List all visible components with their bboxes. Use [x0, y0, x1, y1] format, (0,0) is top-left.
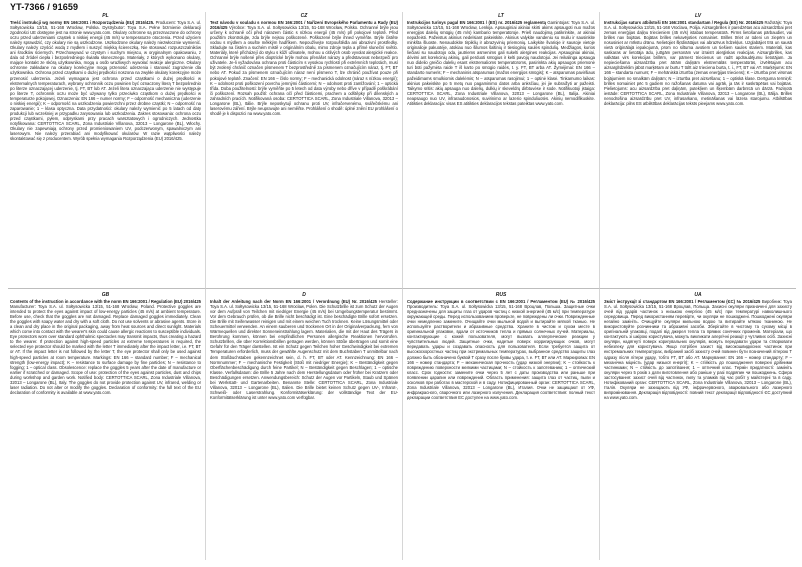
- panel-heading: Зміст інструкції зі стандартом EN 166:2001 / Регламентом (ЄС) № 2016/425: [604, 299, 762, 304]
- panel-text: [10, 299, 201, 395]
- panel-ua: [599, 288, 796, 560]
- panel-text: [210, 20, 398, 116]
- panel-pl: [8, 12, 205, 288]
- language-code: RUS: [495, 292, 507, 298]
- language-code: LV: [694, 13, 702, 19]
- panel-heading: Instrukcijas saturs atbilstoši EN 166:2001 standartam / Regula (ES) Nr. 2016/425: [604, 20, 765, 25]
- panel-body: Hersteller: Toya S.A. ul. Sołtysowicka 13/15, 51-168 Wrocław, Polen. Die Schutzbrille ist zum Schutz der Augen vor dem Aufprall von Teilchen mit niedriger Energie (45 m/s) bei Umgebungstemperatur bestimmt. Vor dem Gebrauch prüfen, ob die Brille nicht beschädigt ist. Eine beschädigte Brille sofort ersetzen. Die Brille mit Seifenwasser reinigen und mit einem weichen Tuch trocknen. Keine Lösungsmittel oder Scheuermittel verwenden. An einem sauberen und trockenen Ort in der Originalverpackung, fern von Wärmequellen und direkter Sonneneinstrahlung lagern. Materialien, die mit der Haut des Trägers in Berührung kommen, können bei empfindlichen Personen allergische Reaktionen hervorrufen. Schutzbrillen, die über Korrektionsbrillen getragen werden, können Stöße übertragen und somit eine Gefahr für den Träger darstellen. Ist ein Schutz gegen Teilchen hoher Geschwindigkeit bei extremen Temperaturen erforderlich, muss der gewählte Augenschutz mit dem Buchstaben T unmittelbar nach dem Stoßbuchstaben gekennzeichnet sein, d. h. FT, BT oder AT. Kennzeichnung: EN 166 – Normnummer; F – mechanische Festigkeit (Stoß mit niedriger Energie); K – Beständigkeit gegen Oberflächenbeschädigung durch feine Partikel; N – Beständigkeit gegen Beschlagen; 1 – optische Klasse. Verfallsdatum: die Brille 5 Jahre nach dem Herstellungsdatum oder früher bei Kratzern oder Beschädigungen ersetzen. Anwendungsbereich: Schutz der Augen vor Partikeln, Staub und Spänen bei Werkstatt- und Gartenarbeiten. Benannte Stelle: CERTOTTICA SCARL, Zona Industriale Villanova, 32013 – Longarone (BL), Italien. Die Brille bietet keinen Schutz gegen UV-, Infrarot-, Schweiß- oder Laserstrahlung. Konformitätserklärung: der vollständige Text der EU-Konformitätserklärung ist unter www.yato.com verfügbar.: [210, 299, 398, 400]
- panel-heading: Instrukcijos turinys pagal EN 166:2001 / (ES) nr. 2016/425 reglamentą: [407, 20, 548, 25]
- language-code: UA: [694, 292, 702, 298]
- panel-rus: [402, 288, 599, 560]
- panel-text: [604, 20, 792, 106]
- panel-lv: [599, 12, 796, 288]
- panel-text: [210, 299, 398, 400]
- panel-d: [205, 288, 402, 560]
- language-code: LT: [498, 13, 504, 19]
- instruction-grid: [8, 12, 796, 561]
- panel-body: Виробник: Toya S.A. ul. Sołtysowicka 13/15, 51-168 Вроцлав, Польща. Захисні окуляри призначені для захисту очей від ударів частинок з низькою енергією (45 м/с) при температурі навколишнього середовища. Перед використанням перевірте, чи окуляри не пошкоджені. Пошкоджені окуляри негайно замініть. Очищуйте окуляри мильною водою та витирайте м'якою тканиною. Не використовуйте розчинники та абразивні засоби. Зберігайте в чистому та сухому місці в оригінальній упаковці, подалі від джерел тепла та прямих сонячних променів. Матеріали, що контактують зі шкірою користувача, можуть викликати алергічні реакції у чутливих осіб. Захисні окуляри, надягнуті поверх коригувальних окулярів, можуть передавати удари та створювати небезпеку для користувача. Якщо потрібен захист від високошвидкісних частинок при екстремальних температурах, вибраний засіб захисту очей повинен бути позначений літерою T одразу після літери удару, тобто FT, BT або AT. Маркування: EN 166 – номер стандарту; F – механічна міцність (удар низької енергії); K – стійкість до пошкодження поверхні дрібними частинками; N – стійкість до запотівання; 1 – оптичний клас. Термін придатності: замініть окуляри через 5 років з дати виготовлення або раніше у разі подряпин чи пошкоджень. Сфера застосування: захист очей від частинок, пилу та уламків під час робіт у майстерні та в саду. Нотифікований орган: CERTOTTICA SCARL, Zona Industriale Villanova, 32013 – Longarone (BL), Італія. Окуляри не захищають від УФ, інфрачервоного, зварювального або лазерного випромінювання. Декларація відповідності: повний текст декларації відповідності ЄС доступний на www.yato.com.: [604, 299, 792, 400]
- panel-body: Gamintojas: Toya S.A. ul. Sołtysowicka 13/15, 51-168 Wrocław, Lenkija. Apsauginiai akiniai skirti akims apsaugoti nuo mažos energijos dalelių smūgių (45 m/s) kambario temperatūroje. Prieš naudojimą patikrinkite, ar akiniai nepažeisti. Pažeistus akinius nedelsiant pakeiskite. Akinius valykite vandeniu su muilu ir sausinkite minkšta šluoste. Nenaudokite tirpiklių ir abrazyvinių priemonių. Laikykite švarioje ir sausoje vietoje originalioje pakuotėje, atokiau nuo šilumos šaltinių ir tiesioginių saulės spindulių. Medžiagos, kurios liečiasi su naudotojo oda, jautriems asmenims gali sukelti alergines reakcijas. Apsauginiai akiniai, dėvimi ant korekcinių akinių, gali perduoti smūgius ir kelti pavojų naudotojui. Jei reikalinga apsauga nuo didelio greičio dalelių esant ekstremalioms temperatūroms, pasirinkta akių apsaugos priemonė turi būti pažymėta raide T iš karto po smūgio raidės, t. y. FT, BT arba AT. Žymėjimai: EN 166 – standarto numeris; F – mechaninis atsparumas (mažos energijos smūgis); K – atsparumas paviršiaus pažeidimams smulkiomis dalelėmis; N – atsparumas rasojimui; 1 – optinė klasė. Tinkamumo laikas: akinius pakeiskite po 5 metų nuo pagaminimo datos arba anksčiau, jei jie subraižyti ar pažeisti. Taikymo sritis: akių apsauga nuo dalelių, dulkių ir skeveldrų dirbtuvėse ir sode. Notifikuotoji įstaiga: CERTOTTICA SCARL, Zona Industriale Villanova, 32013 – Longarone (BL), Italija. Akiniai neapsaugo nuo UV, infraraudonosios, suvirinimo ar lazerio spinduliuotės. Akinių nemodifikuokite. Atitikties deklaracija: visas ES atitikties deklaracijos tekstas pateiktas www.yato.com.: [407, 20, 595, 106]
- panel-text: [10, 20, 201, 141]
- panel-heading: Содержание инструкции в соответствии с EN 166:2001 / Регламентом (EU) № 2016/425: [407, 299, 595, 304]
- language-code: CZ: [300, 13, 308, 19]
- language-code: D: [302, 292, 306, 298]
- panel-heading: Contents of the instruction in accordance with the norm EN 166:2001 / Regulation (EU) 2016/425: [10, 299, 201, 304]
- panel-text: [407, 20, 595, 106]
- panel-heading: Inhalt der Anleitung nach der Norm EN 166:2001 / Verordnung (EU) Nr. 2016/425: [210, 299, 379, 304]
- panel-text: [604, 299, 792, 400]
- panel-body: Ražotājs: Toya S.A. ul. Sołtysowicka 13/15, 51-168 Vroclava, Polija. Aizsargbrilles ir paredzētas acu aizsardzībai pret zemas enerģijas daļiņu triecieniem (45 m/s) istabas temperatūrā. Pirms lietošanas pārbaudiet, vai brilles nav bojātas. Bojātas brilles nekavējoties nomainiet. Brilles tīriet ar ūdeni un ziepēm un nosusiniet ar mīkstu drānu. Nelietojiet šķīdinātājus vai abrazīvus līdzekļus. Uzglabājiet tīrā un sausā vietā oriģinālajā iepakojumā, prom no siltuma avotiem un tiešiem saules stariem. Materiāli, kas saskaras ar lietotāja ādu, jutīgām personām var izraisīt alerģiskas reakcijas. Aizsargbrilles, kas valkātas virs korekcijas brillēm, var pārnest triecienus un radīt apdraudējumu lietotājam. Ja nepieciešama aizsardzība pret ātrām daļiņām ekstremālās temperatūrās, izvēlētajam acu aizsarglīdzeklim jābūt marķētam ar burtu T tūlīt aiz trieciena burta, t. i., FT, BT vai AT. Marķējums: EN 166 – standarta numurs; F – mehāniskā izturība (zemas enerģijas trieciens); K – izturība pret virsmas bojājumiem no smalkām daļiņām; N – izturība pret aizsvīšanu; 1 – optiskā klase. Derīguma termiņš: brilles nomainiet pēc 5 gadiem no ražošanas datuma vai agrāk, ja tās ir saskrāpētas vai bojātas. Pielietojums: acu aizsardzība pret daļiņām, putekļiem un šķembām darbnīcā un dārzā. Paziņotā iestāde: CERTOTTICA SCARL, Zona Industriale Villanova, 32013 – Longarone (BL), Itālija. Brilles nenodrošina aizsardzību pret UV, infrasarkano, metināšanas vai lāzera starojumu. Atbilstības deklarācija: pilns ES atbilstības deklarācijas teksts pieejams www.yato.com.: [604, 20, 792, 106]
- panel-lt: [402, 12, 599, 288]
- panel-body: Manufacturer: Toya S.A. ul. Sołtysowicka 13/15, 51-168 Wrocław, Poland. Protective goggles are intended to protect the eyes against impact of low-energy particles (45 m/s) at ambient temperature. Before use, check that the goggles are not damaged. Replace damaged goggles immediately. Clean the goggles with soapy water and dry with a soft cloth. Do not use solvents or abrasive agents. Store in a clean and dry place in the original packaging, away from heat sources and direct sunlight. Materials which come into contact with the wearer's skin could cause allergic reactions to susceptible individuals. Eye protectors worn over standard ophthalmic spectacles may transmit impacts, thus creating a hazard to the wearer. If protection against high-speed particles at extreme temperatures is required, the selected eye protector should be marked with the letter T immediately after the impact letter, i.e. FT, BT or AT. If the impact letter is not followed by the letter T, the eye protector shall only be used against high-speed particles at room temperature. Markings: EN 166 – standard number; F – mechanical strength (low-energy impact); K – resistance to surface damage by fine particles; N – resistance to fogging; 1 – optical class. Obsolescence: replace the goggles 5 years after the date of manufacture or earlier if scratched or damaged. Scope of use: protection of the eyes against particles, dust and chips during workshop and garden work. Notified body: CERTOTTICA SCARL, Zona Industriale Villanova, 32013 – Longarone (BL), Italy. The goggles do not provide protection against UV, infrared, welding or laser radiation. Do not alter or modify the goggles. Declaration of conformity: the full text of the EU declaration of conformity is available at www.yato.com.: [10, 304, 201, 395]
- panel-cz: [205, 12, 402, 288]
- language-code: GB: [101, 292, 110, 298]
- document-title: YT-7366 / 91659: [10, 2, 79, 12]
- panel-body: Výrobce: Toya S.A. ul. Sołtysowicka 13/15, 51-168 Wrocław, Polsko. Ochranné brýle jsou určeny k ochraně očí před nárazem částic s nízkou energií (45 m/s) při pokojové teplotě. Před použitím zkontrolujte, zda brýle nejsou poškozené. Poškozené brýle ihned vyměňte. Brýle čistěte vodou s mýdlem a osušte měkkým hadříkem. Nepoužívejte rozpouštědla ani abrazivní prostředky. Skladujte na čistém a suchém místě v originálním obalu, mimo zdroje tepla a přímé sluneční světlo. Materiály, které přicházejí do styku s kůží uživatele, mohou u citlivých osob vyvolat alergické reakce. Ochranné brýle nošené přes dioptrické brýle mohou přenášet nárazy a představovat nebezpečí pro uživatele. Je-li vyžadována ochrana proti částicím s vysokou rychlostí při extrémních teplotách, musí být zvolený chránič označen písmenem T bezprostředně za písmenem označujícím náraz, tj. FT, BT nebo AT. Pokud za písmenem označujícím náraz není písmeno T, lze chránič používat pouze při pokojové teplotě. Značení: EN 166 – číslo normy; F – mechanická odolnost (náraz s nízkou energií); K – odolnost proti poškození povrchu jemnými částicemi; N – odolnost proti zamlžování; 1 – optická třída. Doba použitelnosti: brýle vyměňte po 5 letech od data výroby nebo dříve v případě poškrábání či poškození. Rozsah použití: ochrana očí před částicemi, prachem a odštěpky při dílenských a zahradních pracích. Notifikovaná osoba: CERTOTTICA SCARL, Zona Industriale Villanova, 32013 – Longarone (BL), Itálie. Brýle neposkytují ochranu proti UV, infračervenému, svářečskému ani laserovému záření. Brýle neupravujte ani neměňte. Prohlášení o shodě: úplné znění EU prohlášení o shodě je k dispozici na www.yato.com.: [210, 25, 398, 116]
- panel-body: Producent: Toya S.A. ul. Sołtysowicka 13/15, 51-168 Wrocław, Polska. Dystrybutor: Toya S.A. Pełne brzmienie deklaracji zgodności UE dostępne jest na stronie www.yato.com. Okulary ochronne są przeznaczone do ochrony oczu przed uderzeniami cząstek o niskiej energii (45 m/s) w temperaturze otoczenia. Przed użyciem należy sprawdzić, czy okulary nie są uszkodzone. Uszkodzone okulary należy niezwłocznie wymienić. Okulary należy czyścić wodą z mydłem i suszyć miękką ściereczką. Nie stosować rozpuszczalników ani środków ściernych. Przechowywać w czystym i suchym miejscu, w oryginalnym opakowaniu, z dala od źródeł ciepła i bezpośredniego światła słonecznego. Materiały, z których wykonano okulary, mające kontakt ze skórą użytkownika, mogą u osób wrażliwych wywołać reakcje alergiczne. Okulary ochronne zakładane na okulary korekcyjne mogą przenosić uderzenia i stanowić zagrożenie dla użytkownika. Ochrona przed cząstkami o dużej prędkości noszona na zwykłe okulary korekcyjne może przenosić uderzenia. Jeżeli wymagana jest ochrona przed cząstkami o dużej prędkości w ekstremalnych temperaturach, wybrany ochronnik oczu powinien być oznaczony literą T bezpośrednio po literze oznaczającej uderzenie, tj. FT, BT lub AT. Jeżeli litera oznaczająca uderzenie nie występuje po literze T, ochronnik oczu może być używany tylko przeciwko cząstkom o dużej prędkości w temperaturze pokojowej. Oznaczenia: EN 166 – numer normy; F – odporność mechaniczna (uderzenie o niskiej energii); K – odporność na uszkodzenia powierzchni przez drobne cząstki; N – odporność na zaparowanie; 1 – klasa optyczna. Data przydatności: okulary należy wymienić po 5 latach od daty produkcji lub wcześniej w przypadku zarysowania lub uszkodzenia. Zakres stosowania: ochrona oczu przed cząstkami, pyłem, odpryskami przy pracach warsztatowych i ogrodniczych. Jednostka notyfikowana: CERTOTTICA SCARL, Zona Industriale Villanova, 32013 – Longarone (BL), Włochy. Okulary nie zapewniają ochrony przed promieniowaniem UV, podczerwonym, spawalniczym ani laserowym. Nie należy przerabiać ani modyfikować okularów. W razie wątpliwości należy skontaktować się z producentem. Wyrób spełnia wymagania Rozporządzenia (EU) 2016/425.: [10, 20, 201, 142]
- panel-gb: [8, 288, 205, 560]
- panel-heading: Treść instrukcji wg normy EN 166:2001 i Rozporządzenia (EU) 2016/425.: [10, 20, 156, 25]
- panel-body: Производитель: Toya S.A. ul. Sołtysowicka 13/15, 51-168 Вроцлав, Польша. Защитные очки предназначены для защиты глаз от ударов частиц с низкой энергией (45 м/с) при температуре окружающей среды. Перед использованием проверьте, не повреждены ли очки. Поврежденные очки немедленно замените. Очищайте очки мыльной водой и вытирайте мягкой тканью. Не используйте растворители и абразивные средства. Храните в чистом и сухом месте в оригинальной упаковке, вдали от источников тепла и прямых солнечных лучей. Материалы, контактирующие с кожей пользователя, могут вызвать аллергические реакции у чувствительных людей. Защитные очки, надетые поверх корригирующих очков, могут передавать удары и создавать опасность для пользователя. Если требуется защита от высокоскоростных частиц при экстремальных температурах, выбранное средство защиты глаз должно быть обозначено буквой T сразу после буквы удара, т. е. FT, BT или AT. Маркировка: EN 166 – номер стандарта; F – механическая прочность (удар низкой энергии); K – стойкость к повреждению поверхности мелкими частицами; N – стойкость к запотеванию; 1 – оптический класс. Срок годности: замените очки через 5 лет с даты производства или раньше при появлении царапин или повреждений. Область применения: защита глаз от частиц, пыли и осколков при работах в мастерской и в саду. Нотифицированный орган: CERTOTTICA SCARL, Zona Industriale Villanova, 32013 – Longarone (BL), Италия. Очки не защищают от УФ, инфракрасного, сварочного или лазерного излучения. Декларация соответствия: полный текст декларации соответствия ЕС доступен на www.yato.com.: [407, 304, 595, 400]
- panel-heading: Text návodu v souladu s normou EN 166:2001 / Nařízení Evropského Parlamentu a Rady (EU) 2016/425: [210, 20, 398, 31]
- language-code: PL: [102, 13, 109, 19]
- panel-text: [407, 299, 595, 400]
